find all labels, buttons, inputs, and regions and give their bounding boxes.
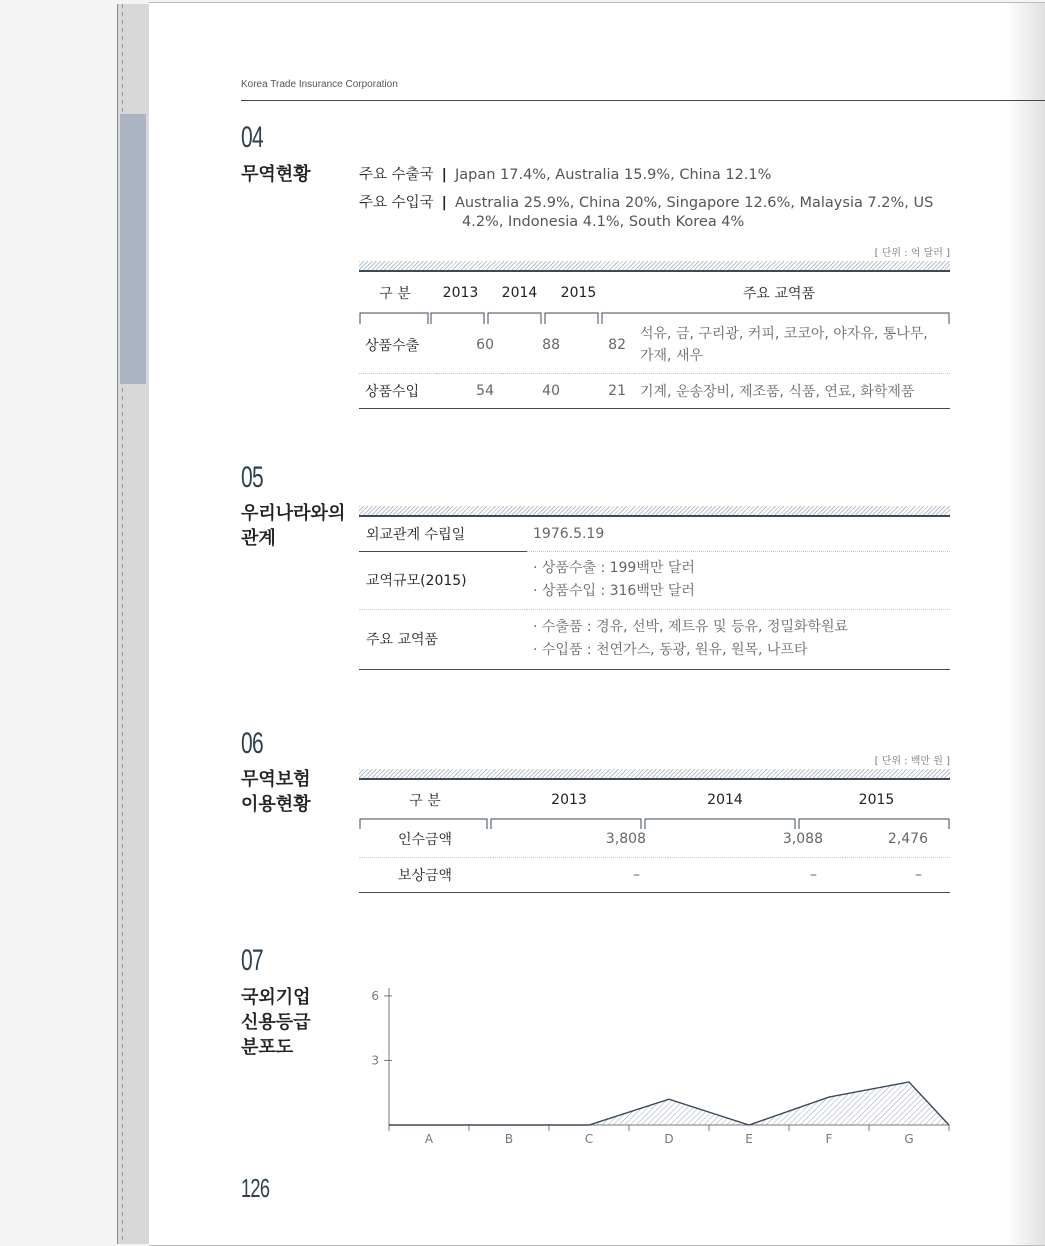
table-header-row <box>359 274 950 312</box>
section-07-title-line2: 신용등급 <box>241 1012 311 1033</box>
x-tick-label: F <box>825 1132 833 1146</box>
value-2013: 60 <box>476 337 494 354</box>
header-2015: 2015 <box>858 792 895 808</box>
import-label: 주요 수입국 <box>359 195 434 211</box>
goods-line2: 가재, 새우 <box>640 348 703 365</box>
value-2014: 88 <box>542 337 560 354</box>
trade-import-line: · 상품수입 : 316백만 달러 <box>533 583 695 599</box>
separator: | <box>441 195 447 211</box>
row-label: 상품수입 <box>365 383 420 400</box>
section-05-title-line2: 관계 <box>241 528 276 549</box>
relations-table <box>359 517 950 670</box>
relations-label: 외교관계 수립일 <box>359 517 527 551</box>
export-value: Japan 17.4%, Australia 15.9%, China 12.1% <box>454 167 772 183</box>
book-binding <box>117 4 151 1244</box>
x-tick-label: B <box>504 1132 514 1146</box>
header-category: 구 분 <box>379 286 411 302</box>
table-row <box>359 318 950 373</box>
x-tick-label: E <box>745 1132 753 1146</box>
value-2013: 54 <box>476 382 494 399</box>
page-shadow <box>1005 3 1045 1245</box>
relations-value <box>527 609 950 669</box>
main-import-countries <box>359 191 933 212</box>
header-2014: 2014 <box>707 792 743 808</box>
import-goods-line: · 수입품 : 천연가스, 동광, 원유, 원목, 나프타 <box>533 642 808 658</box>
header-rule <box>241 100 1045 101</box>
credit-rating-chart <box>359 983 959 1157</box>
relations-row <box>359 517 950 551</box>
insurance-table-top-rule <box>359 769 950 780</box>
section-06-number: 06 <box>241 727 263 760</box>
section-06-title-line1: 무역보험 <box>241 769 311 790</box>
section-04-number: 04 <box>241 121 263 154</box>
section-07-title-line1: 국외기업 <box>241 987 311 1008</box>
trade-export-line: · 상품수출 : 199백만 달러 <box>533 560 695 576</box>
header-category: 구 분 <box>409 793 441 809</box>
section-05-number: 05 <box>241 461 263 494</box>
section-04-title: 무역현황 <box>241 164 311 185</box>
series-area <box>389 1082 949 1125</box>
export-label: 주요 수출국 <box>359 167 434 183</box>
section-06-title <box>241 767 311 817</box>
y-tick-label: 6 <box>371 988 379 1003</box>
table-top-rule <box>359 261 950 272</box>
value-2014: – <box>810 866 817 883</box>
section-05-title <box>241 501 345 551</box>
value-2014: 3,088 <box>782 830 823 847</box>
x-tick-label: C <box>584 1132 594 1146</box>
section-06-title-line2: 이용현황 <box>241 794 311 815</box>
export-goods-line: · 수출품 : 경유, 선박, 제트유 및 등유, 정밀화학원료 <box>533 619 849 635</box>
value-2015: – <box>915 866 922 883</box>
header-2013: 2013 <box>442 285 479 301</box>
table-row <box>359 821 950 857</box>
row-label: 상품수출 <box>365 338 420 355</box>
insurance-unit-note: [ 단위 : 백만 원 ] <box>874 756 950 767</box>
relations-row <box>359 609 950 669</box>
section-07-title <box>241 985 311 1060</box>
relations-label: 교역규모(2015) <box>359 551 527 609</box>
relations-label: 주요 교역품 <box>366 632 439 648</box>
import-value-continued <box>462 214 744 230</box>
section-07-number: 07 <box>241 944 263 977</box>
relations-row <box>359 551 950 609</box>
import-value-line2: 4.2%, Indonesia 4.1%, South Korea 4% <box>462 214 745 230</box>
relations-value <box>527 551 950 609</box>
running-header: Korea Trade Insurance Corporation <box>241 79 398 90</box>
goods-line1: 석유, 금, 구리광, 커피, 코코아, 야자유, 통나무, <box>640 326 928 343</box>
relations-value: 1976.5.19 <box>527 517 950 551</box>
value-2013: – <box>633 866 640 883</box>
table-unit-note: [ 단위 : 억 달러 ] <box>874 248 950 259</box>
y-tick-label: 3 <box>371 1053 379 1068</box>
value-2014: 40 <box>542 382 560 399</box>
value-2013: 3,808 <box>605 830 646 847</box>
binding-stripe <box>120 114 146 384</box>
header-2013: 2013 <box>551 792 587 808</box>
header-2014: 2014 <box>501 285 538 301</box>
value-2015: 21 <box>608 382 626 399</box>
trade-status-table <box>359 274 950 409</box>
section-05-title-line1: 우리나라와의 <box>241 503 346 524</box>
page-number: 126 <box>241 1173 270 1203</box>
import-value-line1: Australia 25.9%, China 20%, Singapore 12.6%, Malaysia 7.2%, US <box>454 195 934 211</box>
table-row <box>359 857 950 892</box>
goods-cell <box>634 318 950 373</box>
x-tick-label: G <box>904 1132 914 1146</box>
relations-table-top-rule <box>359 506 950 517</box>
section-07-title-line3: 분포도 <box>241 1037 294 1058</box>
value-2015: 2,476 <box>887 830 928 847</box>
document-page <box>149 2 1045 1246</box>
value-2015: 82 <box>608 337 626 354</box>
x-tick-label: A <box>424 1132 434 1146</box>
chart-svg <box>359 983 959 1153</box>
x-tick-label: D <box>664 1132 674 1146</box>
separator: | <box>441 167 447 183</box>
row-label: 보상금액 <box>397 867 453 884</box>
table-row <box>359 373 950 408</box>
insurance-table <box>359 782 950 893</box>
header-2015: 2015 <box>560 285 597 301</box>
row-label: 인수금액 <box>397 831 453 848</box>
header-goods: 주요 교역품 <box>742 286 816 302</box>
main-export-countries <box>359 163 771 184</box>
insurance-header-row <box>359 782 950 818</box>
goods-cell: 기계, 운송장비, 제조품, 식품, 연료, 화학제품 <box>640 383 915 400</box>
